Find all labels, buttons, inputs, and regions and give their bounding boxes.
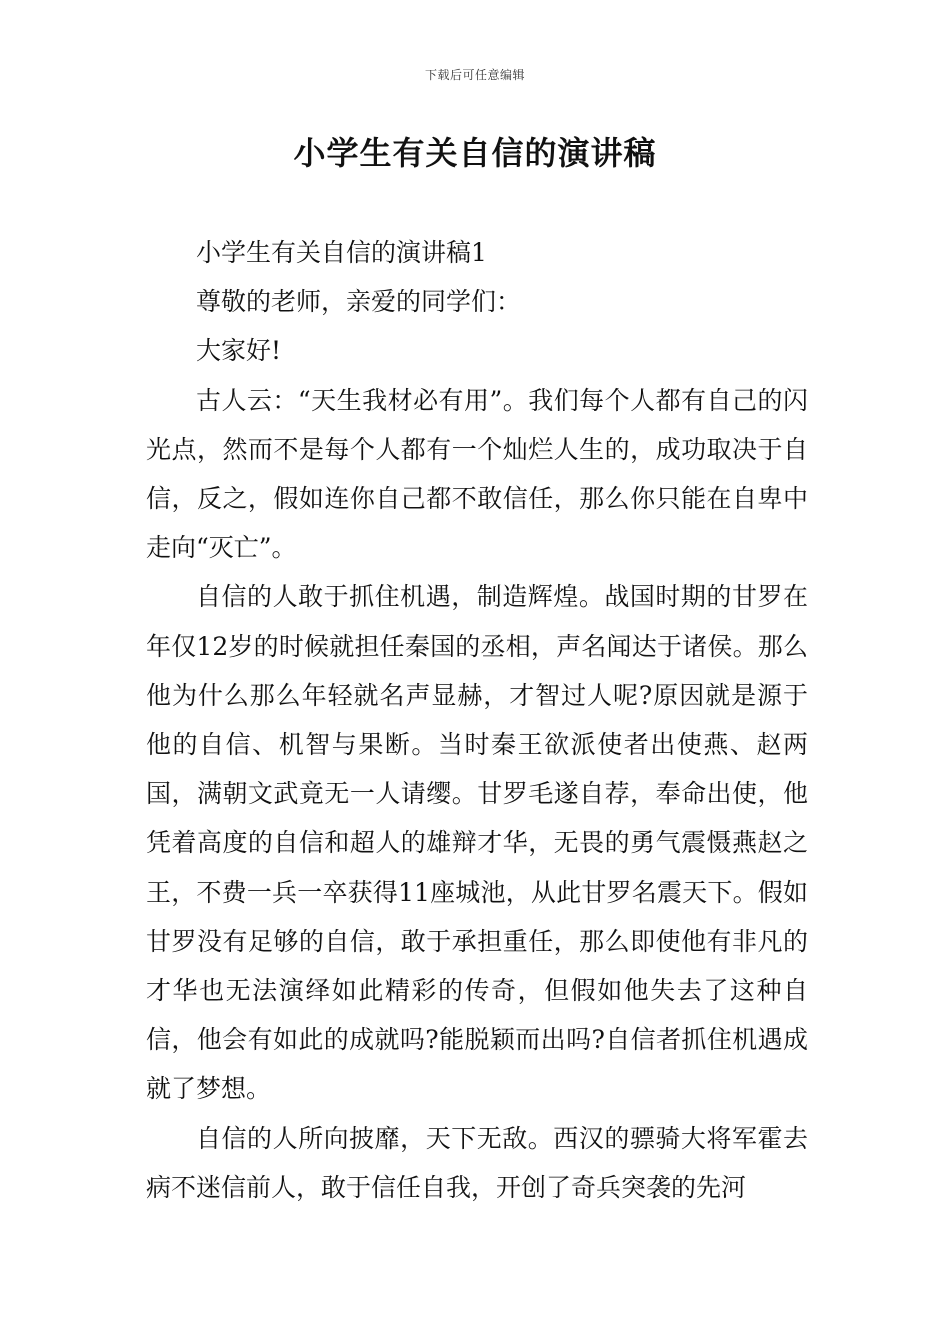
paragraph-salutation: 尊敬的老师，亲爱的同学们：: [196, 287, 522, 317]
document-body: [146, 228, 808, 1212]
document-title: 小学生有关自信的演讲稿: [293, 134, 657, 172]
paragraph-subtitle: 小学生有关自信的演讲稿1: [196, 238, 487, 267]
paragraph-huoqubing: 自信的人所向披靡，天下无敌。西汉的骠骑大将军霍去病不迷信前人，敢于信任自我，开创了奇兵突袭的先河: [146, 1123, 808, 1202]
paragraph-intro: 古人云：“天生我材必有用”。我们每个人都有自己的闪光点，然而不是每个人都有一个灿烂人生的，成功取决于自信，反之，假如连你自己都不敢信任，那么你只能在自卑中走向“灭亡”。: [146, 385, 808, 563]
page-header-note: 下载后可任意编辑: [424, 68, 525, 82]
paragraph-greeting: 大家好!: [196, 336, 282, 366]
paragraph-ganluo: 自信的人敢于抓住机遇，制造辉煌。战国时期的甘罗在年仅12岁的时候就担任秦国的丞相，声名闻达于诸侯。那么他为什么那么年轻就名声显赫，才智过人呢?原因就是源于他的自信、机智与果断。当时秦王欲派使者出使燕、赵两国，满朝文武竟无一人请缨。甘罗毛遂自荐，奉命出使，他凭着高度的自信和超人的雄辩才华，无畏的勇气震慑燕赵之王，不费一兵一卒获得11座城池，从此甘罗名震天下。假如甘罗没有足够的自信，敢于承担重任，那么即使他有非凡的才华也无法演绎如此精彩的传奇，但假如他失去了这种自信，他会有如此的成就吗?能脱颖而出吗?自信者抓住机遇成就了梦想。: [146, 582, 808, 1104]
